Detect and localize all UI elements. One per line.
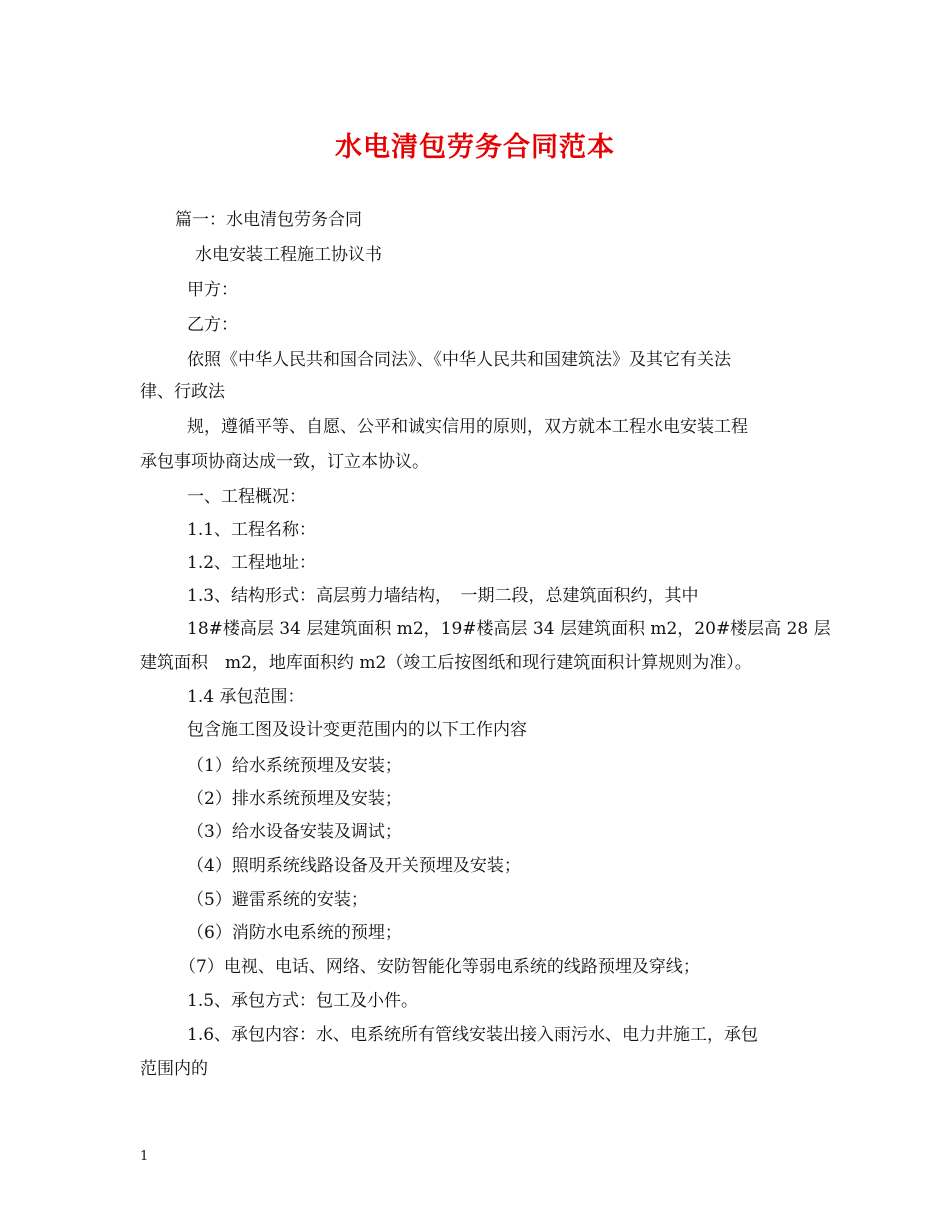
- scope-item-7: （7）电视、电话、网络、安防智能化等弱电系统的线路预埋及穿线；: [179, 957, 700, 977]
- item-building-area-line-1: 18#楼高层 34 层建筑面积 m2，19#楼高层 34 层建筑面积 m2，20#楼层高 28 层: [187, 619, 831, 639]
- scope-item-2: （2）排水系统预埋及安装；: [187, 789, 402, 809]
- item-contract-content-line-2: 范围内的: [140, 1059, 208, 1079]
- paragraph-principles-line-2: 承包事项协商达成一致，订立本协议。: [140, 452, 429, 472]
- item-contract-scope: 1.4 承包范围：: [187, 687, 305, 707]
- paragraph-legal-basis-line-1: 依照《中华人民共和国合同法》、《中华人民共和国建筑法》及其它有关法: [187, 350, 731, 370]
- agreement-title: 水电安装工程施工协议书: [195, 245, 382, 265]
- page-number: 1: [140, 1149, 149, 1164]
- party-b-label: 乙方：: [187, 315, 238, 335]
- document-title: 水电清包劳务合同范本: [335, 132, 615, 163]
- scope-item-5: （5）避雷系统的安装；: [187, 890, 368, 910]
- scope-item-4: （4）照明系统线路设备及开关预埋及安装；: [187, 856, 521, 876]
- scope-item-6: （6）消防水电系统的预埋；: [187, 923, 402, 943]
- section-heading-part-one: 篇一：水电清包劳务合同: [175, 210, 362, 230]
- item-project-address: 1.2、工程地址：: [187, 553, 317, 573]
- scope-item-1: （1）给水系统预埋及安装；: [187, 756, 402, 776]
- item-building-area-line-2: 建筑面积 m2，地库面积约 m2（竣工后按图纸和现行建筑面积计算规则为准）。: [140, 653, 752, 673]
- item-project-name: 1.1、工程名称：: [187, 520, 317, 540]
- paragraph-legal-basis-line-2: 律、行政法: [140, 382, 225, 402]
- item-contract-content-line-1: 1.6、承包内容：水、电系统所有管线安装出接入雨污水、电力井施工，承包: [187, 1025, 759, 1045]
- scope-intro: 包含施工图及设计变更范围内的以下工作内容: [187, 720, 527, 740]
- item-structure-form: 1.3、结构形式：高层剪力墙结构， 一期二段，总建筑面积约，其中: [187, 586, 699, 606]
- paragraph-principles-line-1: 规，遵循平等、自愿、公平和诚实信用的原则，双方就本工程水电安装工程: [187, 417, 748, 437]
- scope-item-3: （3）给水设备安装及调试；: [187, 822, 402, 842]
- section-project-overview: 一、工程概况：: [187, 487, 306, 507]
- party-a-label: 甲方：: [187, 280, 238, 300]
- item-contract-method: 1.5、承包方式：包工及小件。: [187, 991, 419, 1011]
